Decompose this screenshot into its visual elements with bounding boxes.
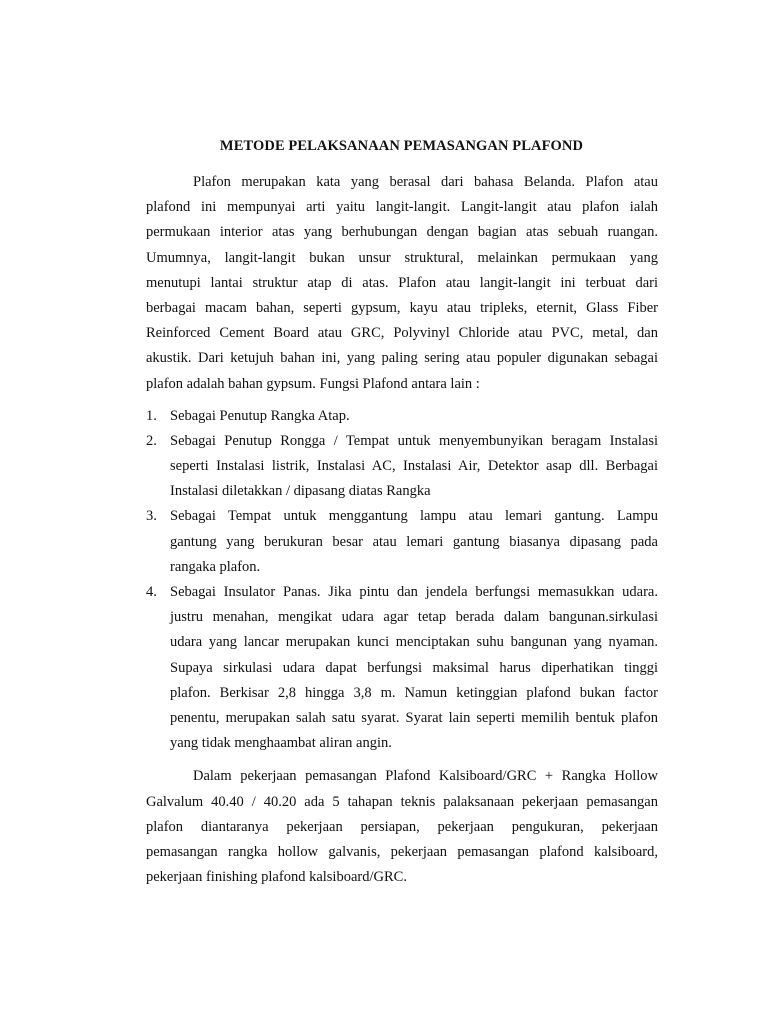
list-item: [146, 580, 658, 756]
paragraph-line: plafon diantaranya pekerjaan persiapan, pekerjaan pengukuran, pekerjaan: [146, 818, 658, 835]
list-line: Sebagai Tempat untuk menggantung lampu atau lemari gantung. Lampu: [170, 508, 658, 525]
list-line: Supaya sirkulasi udara dapat berfungsi maksimal harus diperhatikan tinggi: [170, 659, 658, 676]
document-body: [146, 170, 658, 890]
list-number: 4.: [146, 584, 157, 600]
paragraph-line: Umumnya, langit-langit bukan unsur struktural, melainkan permukaan yang: [146, 249, 658, 266]
list-number: 3.: [146, 508, 157, 525]
paragraph-line: Plafon merupakan kata yang berasal dari bahasa Belanda. Plafon atau: [193, 174, 658, 190]
list-line: plafon. Berkisar 2,8 hingga 3,8 m. Namun ketinggian plafond bukan factor: [170, 684, 658, 701]
paragraph-line: plafond ini mempunyai arti yaitu langit-langit. Langit-langit atau plafon ialah: [146, 199, 658, 216]
list-line: Sebagai Penutup Rongga / Tempat untuk menyembunyikan beragam Instalasi: [170, 432, 658, 449]
list-line: rangaka plafon.: [170, 558, 261, 575]
list-item: [146, 429, 658, 505]
list-line: penentu, merupakan salah satu syarat. Syarat lain seperti memilih bentuk plafon: [170, 709, 658, 726]
paragraph-line: pekerjaan finishing plafond kalsiboard/GRC.: [146, 869, 407, 886]
list-line: justru menahan, mengikat udara agar tetap berada dalam bangunan.sirkulasi: [170, 609, 658, 626]
document-title: METODE PELAKSANAAN PEMASANGAN PLAFOND: [219, 138, 584, 154]
list-line: seperti Instalasi listrik, Instalasi AC, Instalasi Air, Detektor asap dll. Berbagai: [170, 458, 658, 475]
paragraph-line: Reinforced Cement Board atau GRC, Polyvinyl Chloride atau PVC, metal, dan: [146, 325, 658, 342]
list-item: [146, 404, 658, 429]
list-number: 1.: [146, 407, 157, 424]
paragraph-line: permukaan interior atas yang berhubungan dengan bagian atas sebuah ruangan.: [146, 224, 658, 241]
list-item: [146, 504, 658, 580]
paragraph-line: pemasangan rangka hollow galvanis, pekerjaan pemasangan plafond kalsiboard,: [146, 843, 658, 860]
paragraph-line: Galvalum 40.40 / 40.20 ada 5 tahapan teknis palaksanaan pekerjaan pemasangan: [146, 793, 658, 810]
paragraph-line: akustik. Dari ketujuh bahan ini, yang paling sering atau populer digunakan sebagai: [146, 350, 658, 367]
list-line: Sebagai Penutup Rangka Atap.: [170, 407, 350, 424]
list-number: 2.: [146, 432, 157, 449]
intro-paragraph: [146, 170, 658, 397]
list-line: yang tidak menghaambat aliran angin.: [170, 735, 392, 752]
closing-paragraph: [146, 764, 658, 890]
list-line: Sebagai Insulator Panas. Jika pintu dan jendela berfungsi memasukkan udara.: [170, 584, 658, 600]
paragraph-line: menutupi lantai struktur atap di atas. Plafon atau langit-langit ini terbuat dari: [146, 274, 658, 291]
paragraph-line: Dalam pekerjaan pemasangan Plafond Kalsiboard/GRC + Rangka Hollow: [193, 768, 658, 785]
list-line: gantung yang berukuran besar atau lemari gantung biasanya dipasang pada: [170, 533, 658, 550]
function-list: [146, 404, 658, 757]
paragraph-line: berbagai macam bahan, seperti gypsum, kayu atau tripleks, eternit, Glass Fiber: [146, 299, 658, 316]
list-line: Instalasi diletakkan / dipasang diatas Rangka: [170, 483, 431, 500]
paragraph-line: plafon adalah bahan gypsum. Fungsi Plafond antara lain :: [146, 375, 480, 392]
list-line: udara yang lancar merupakan kunci menciptakan suhu bangunan yang nyaman.: [170, 634, 658, 651]
